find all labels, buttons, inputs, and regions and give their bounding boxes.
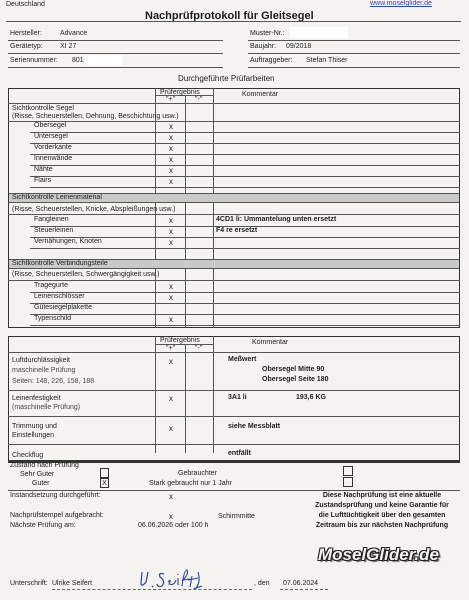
condition-heavily-used-label: Stark gebraucht nur 1 Jahr bbox=[149, 480, 232, 487]
row-label: Innenwände bbox=[34, 155, 73, 162]
row-divider bbox=[30, 325, 460, 326]
result-header: Prüfergebnis bbox=[160, 337, 200, 344]
row-divider bbox=[30, 314, 460, 315]
disclaimer-line-2: Zustandsprüfung und keine Garantie für bbox=[315, 502, 449, 509]
row-divider bbox=[30, 143, 460, 144]
table-divider bbox=[155, 344, 213, 345]
trim-label-1: Trimmung und bbox=[12, 423, 57, 430]
flight-comment: entfällt bbox=[228, 450, 251, 457]
info-rule bbox=[248, 53, 460, 54]
flight-label: Checkflug bbox=[12, 452, 44, 459]
disclaimer-line-1: Diese Nachprüfung ist eine aktuelle bbox=[322, 492, 442, 499]
condition-used-checkbox[interactable] bbox=[343, 466, 353, 476]
row-result-plus: x bbox=[169, 177, 173, 186]
stamp-location: Schirmmitte bbox=[218, 513, 255, 520]
date-prefix: , den bbox=[254, 580, 270, 587]
condition-used-label: Gebrauchter bbox=[178, 470, 217, 477]
strength-plus: x bbox=[169, 394, 173, 403]
signature-date: 07.06.2024 bbox=[283, 580, 319, 587]
table-divider bbox=[213, 336, 214, 453]
row-result-plus: x bbox=[169, 155, 173, 164]
info-rule bbox=[8, 67, 223, 68]
serial-value: 801 bbox=[72, 57, 84, 64]
plus-header: "+" bbox=[166, 96, 176, 103]
date-rule bbox=[280, 589, 328, 590]
manufacturer-label: Hersteller: bbox=[10, 30, 42, 37]
row-divider bbox=[30, 165, 460, 166]
row-divider bbox=[30, 187, 460, 188]
row-label: Leinenschlösser bbox=[34, 293, 85, 300]
next-inspection-value: 06.06.2026 oder 100 h bbox=[138, 522, 209, 529]
table-divider bbox=[8, 214, 460, 215]
porosity-plus: x bbox=[169, 357, 173, 366]
row-result-plus: x bbox=[169, 133, 173, 142]
row-label: Flairs bbox=[34, 177, 52, 184]
row-label: Vernähungen, Knoten bbox=[34, 238, 102, 245]
strength-label: Leinenfestigkeit bbox=[12, 395, 61, 402]
row-result-plus: x bbox=[169, 227, 173, 236]
disclaimer-line-3: die Lufttüchtigkeit über den gesamten bbox=[318, 512, 446, 519]
row-result-plus: x bbox=[169, 216, 173, 225]
info-rule bbox=[8, 53, 223, 54]
porosity-c3: Obersegel Seite 180 bbox=[262, 376, 329, 383]
row-divider bbox=[30, 176, 460, 177]
info-rule bbox=[248, 67, 460, 68]
row-label: Tragegurte bbox=[34, 282, 68, 289]
model-label: Muster-Nr.: bbox=[250, 30, 285, 37]
row-divider bbox=[30, 132, 460, 133]
table-divider bbox=[8, 121, 460, 122]
row-label: Nähte bbox=[34, 166, 53, 173]
minus-header: "-" bbox=[195, 345, 203, 352]
row-label: Vorderkante bbox=[34, 144, 72, 151]
comment-header: Kommentar bbox=[252, 339, 289, 346]
table-divider bbox=[8, 352, 460, 353]
row-comment: F4 re ersetzt bbox=[216, 227, 258, 234]
strength-c1: 3A1 li bbox=[228, 394, 247, 401]
condition-heavily-used-checkbox[interactable] bbox=[343, 477, 353, 487]
stamp-label: Nachprüfstempel aufgebracht: bbox=[10, 512, 104, 519]
porosity-sides: Seiten: 148, 226, 158, 188 bbox=[12, 378, 95, 385]
row-label: Obersegel bbox=[34, 122, 67, 129]
type-label: Gerätetyp: bbox=[10, 43, 43, 50]
manufacturer-value: Advance bbox=[60, 30, 88, 37]
disclaimer-line-4: Zeitraum bis zur nächsten Nachprüfung bbox=[315, 522, 449, 529]
signature-name: Ulrike Seifert bbox=[52, 580, 93, 587]
connections-section-title: Sichtkontrolle Verbindungsteile bbox=[12, 260, 108, 267]
condition-very-good-label: Sehr Guter bbox=[20, 471, 55, 478]
canopy-section-title: Sichtkontrolle Segel bbox=[12, 105, 74, 112]
comment-header: Kommentar bbox=[242, 91, 279, 98]
condition-good-checkbox[interactable]: X bbox=[100, 478, 109, 488]
country-label: Deutschland bbox=[6, 1, 45, 8]
row-divider bbox=[30, 154, 460, 155]
year-value: 09/2018 bbox=[286, 43, 312, 50]
next-inspection-label: Nächste Prüfung am: bbox=[10, 522, 76, 529]
row-result-plus: x bbox=[169, 293, 173, 302]
moselglider-logo: MoselGlider.de bbox=[318, 545, 439, 564]
maintenance-value: x bbox=[169, 492, 173, 501]
client-label: Auftraggeber: bbox=[250, 57, 293, 64]
row-result-plus: x bbox=[169, 122, 173, 131]
condition-good-label: Guter bbox=[32, 480, 50, 487]
table-divider bbox=[8, 103, 460, 104]
table-divider bbox=[8, 444, 460, 445]
info-rule bbox=[248, 40, 460, 41]
table-divider bbox=[8, 280, 460, 281]
plus-header: "+" bbox=[166, 345, 176, 352]
row-result-plus: x bbox=[169, 144, 173, 153]
condition-very-good-checkbox[interactable] bbox=[100, 468, 109, 478]
model-redaction bbox=[290, 27, 348, 38]
connections-section-subtitle: (Risse, Scheuerstellen, Schwergängigkeit usw.) bbox=[12, 271, 160, 278]
document-title: Nachprüfprotokoll für Gleitsegel bbox=[145, 10, 314, 22]
strength-c2: 193,6 KG bbox=[296, 394, 326, 401]
lines-section-subtitle: (Risse, Scheuerstellen, Knicke, Abspleißungen usw.) bbox=[12, 206, 176, 213]
info-rule bbox=[8, 40, 223, 41]
table-divider bbox=[8, 416, 460, 417]
row-result-plus: x bbox=[169, 238, 173, 247]
lines-section-title: Sichtkontrolle Leinenmaterial bbox=[12, 194, 102, 201]
minus-header: "-" bbox=[195, 96, 203, 103]
result-header: Prüfergebnis bbox=[160, 89, 200, 96]
client-value: Stefan Thiser bbox=[306, 57, 348, 64]
row-result-plus: x bbox=[169, 166, 173, 175]
serial-label: Seriennummer: bbox=[10, 57, 58, 64]
row-label: Untersegel bbox=[34, 133, 68, 140]
signature-rule bbox=[52, 589, 252, 590]
type-value: XI 27 bbox=[60, 43, 77, 50]
website-link[interactable]: www.moselglider.de bbox=[370, 0, 432, 7]
serial-redaction bbox=[88, 55, 122, 66]
row-comment: 4CD1 li: Ummantelung unten ersetzt bbox=[216, 216, 337, 223]
row-divider bbox=[30, 248, 460, 249]
section-title: Durchgeführte Prüfarbeiten bbox=[178, 74, 275, 83]
porosity-sub: maschinelle Prüfung bbox=[12, 367, 76, 374]
header-rule bbox=[6, 21, 461, 22]
row-divider bbox=[30, 303, 460, 304]
condition-title: Zustand nach Prüfung bbox=[10, 462, 79, 469]
porosity-c1: Meßwert bbox=[228, 356, 257, 363]
year-label: Baujahr: bbox=[250, 43, 277, 50]
table-divider bbox=[8, 490, 460, 491]
maintenance-label: Instandsetzung durchgeführt: bbox=[10, 492, 101, 499]
row-result-plus: x bbox=[169, 282, 173, 291]
row-label: Gütesiegelplakette bbox=[34, 304, 92, 311]
trim-label-2: Einstellungen bbox=[12, 432, 55, 439]
table-divider bbox=[8, 390, 460, 391]
row-label: Fangleinen bbox=[34, 216, 69, 223]
trim-comment: siehe Messblatt bbox=[228, 423, 281, 430]
row-result-plus: x bbox=[169, 315, 173, 324]
row-label: Steuerleinen bbox=[34, 227, 74, 234]
porosity-label: Luftdurchlässigkeit bbox=[12, 357, 70, 364]
trim-plus: x bbox=[169, 424, 173, 433]
canopy-section-subtitle: (Risse, Scheuerstellen, Dehnung, Beschichtung usw.) bbox=[12, 113, 179, 120]
row-divider bbox=[30, 292, 460, 293]
porosity-c2: Obersegel Mitte 90 bbox=[262, 366, 325, 373]
stamp-value: x bbox=[169, 512, 173, 521]
strength-sub: (maschinelle Prüfung) bbox=[12, 404, 81, 411]
signature-label: Unterschrift: bbox=[10, 580, 48, 587]
row-label: Typenschild bbox=[34, 315, 71, 322]
